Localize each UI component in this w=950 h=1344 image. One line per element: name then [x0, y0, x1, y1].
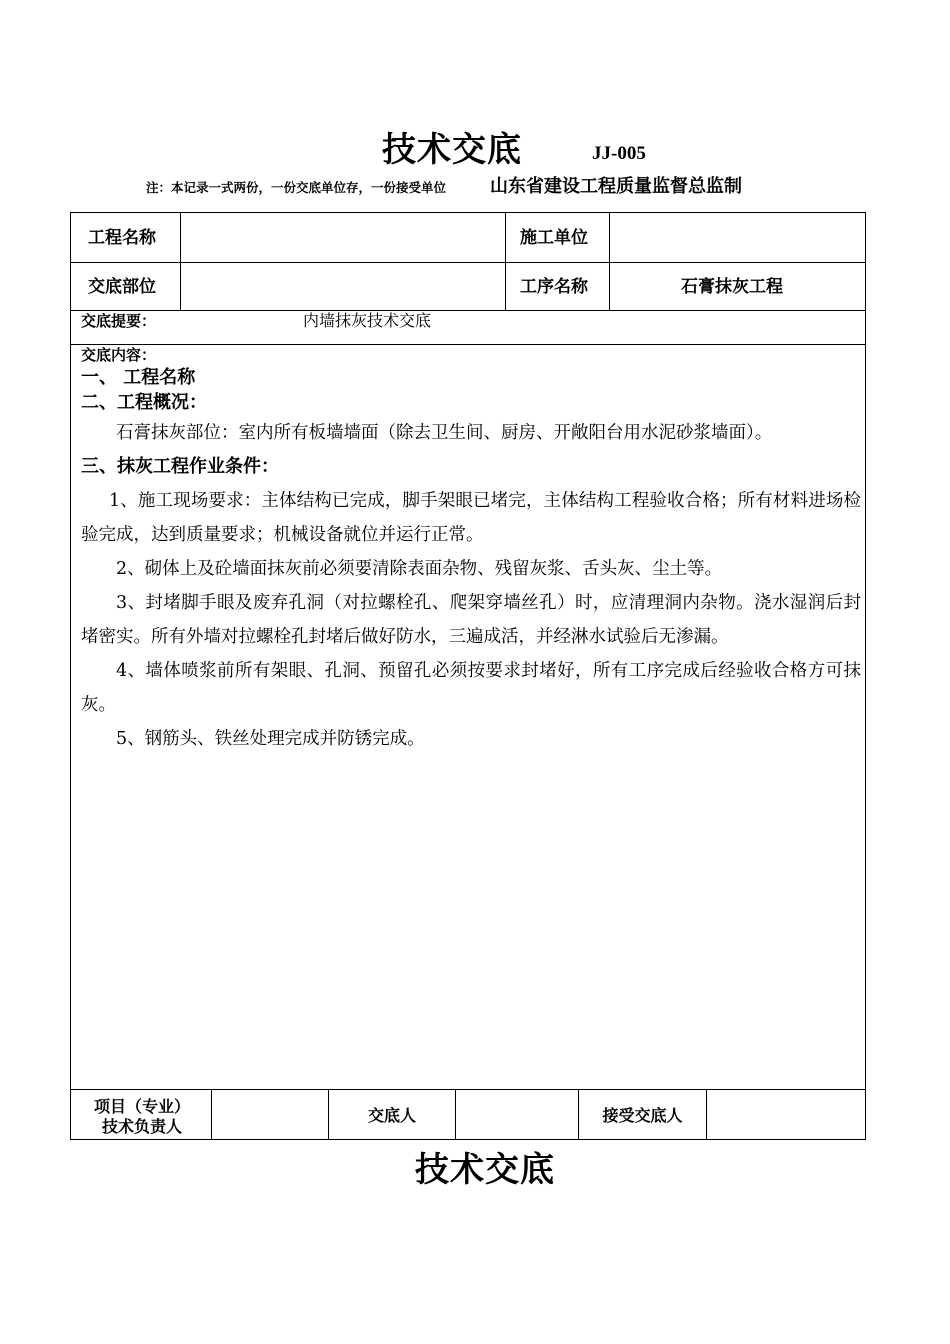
summary-label: 交底提要：: [81, 312, 157, 330]
record-note: 注：本记录一式两份，一份交底单位存，一份接受单位: [146, 180, 447, 195]
condition-item: 1、施工现场要求：主体结构已完成，脚手架眼已堵完，主体结构工程验收合格；所有材料进场检验完成，达到质量要求；机械设备就位并运行正常。: [81, 491, 861, 545]
section-1-heading: 一、 工程名称: [81, 367, 196, 388]
discloser-label: 交底人: [367, 1106, 416, 1125]
tech-lead-label-line1: 项目（专业）: [93, 1097, 190, 1116]
note-row: [0, 174, 950, 202]
disclosure-form: [70, 212, 866, 1140]
project-name-label: 工程名称: [88, 228, 156, 248]
column-divider: [455, 1089, 456, 1139]
process-name-value: 石膏抹灰工程: [681, 277, 783, 297]
column-divider: [505, 213, 506, 310]
next-page-title: 技术交底: [415, 1150, 555, 1190]
column-divider: [180, 213, 181, 310]
page-title: 技术交底: [382, 130, 522, 170]
section-3-heading: 三、抹灰工程作业条件：: [81, 456, 279, 477]
content-label: 交底内容：: [81, 346, 157, 364]
column-divider: [211, 1089, 212, 1139]
section-2-heading: 二、工程概况：: [81, 392, 207, 413]
tech-lead-label-line2: 技术负责人: [101, 1117, 182, 1136]
document-code: JJ-005: [592, 143, 646, 164]
disclosure-content: [81, 345, 861, 756]
disclosure-part-label: 交底部位: [88, 277, 156, 297]
tech-lead-label: [79, 1097, 205, 1137]
summary-value: 内墙抹灰技术交底: [303, 311, 432, 330]
condition-item: 3、封堵脚手眼及废弃孔洞（对拉螺栓孔、爬架穿墙丝孔）时，应清理洞内杂物。浇水湿润后封堵密实。所有外墙对拉螺栓孔封堵后做好防水，三遍成活，并经淋水试验后无渗漏。: [81, 593, 861, 647]
receiver-label: 接受交底人: [602, 1106, 683, 1125]
issuing-authority: 山东省建设工程质量监督总监制: [490, 176, 742, 197]
condition-item: 4、墙体喷浆前所有架眼、孔洞、预留孔必须按要求封堵好，所有工序完成后经验收合格方可抹灰。: [81, 661, 861, 715]
condition-item: 5、钢筋头、铁丝处理完成并防锈完成。: [116, 729, 425, 749]
row-divider: [71, 262, 865, 263]
title-row: [0, 126, 950, 176]
row-divider: [71, 310, 865, 311]
condition-item: 2、砌体上及砼墙面抹灰前必须要清除表面杂物、残留灰浆、舌头灰、尘土等。: [116, 559, 723, 579]
row-divider: [71, 1089, 865, 1090]
section-2-text: 石膏抹灰部位：室内所有板墙墙面（除去卫生间、厨房、开敞阳台用水泥砂浆墙面）。: [116, 423, 773, 443]
process-name-label: 工序名称: [520, 277, 588, 297]
column-divider: [609, 213, 610, 310]
construction-unit-label: 施工单位: [520, 228, 588, 248]
column-divider: [706, 1089, 707, 1139]
